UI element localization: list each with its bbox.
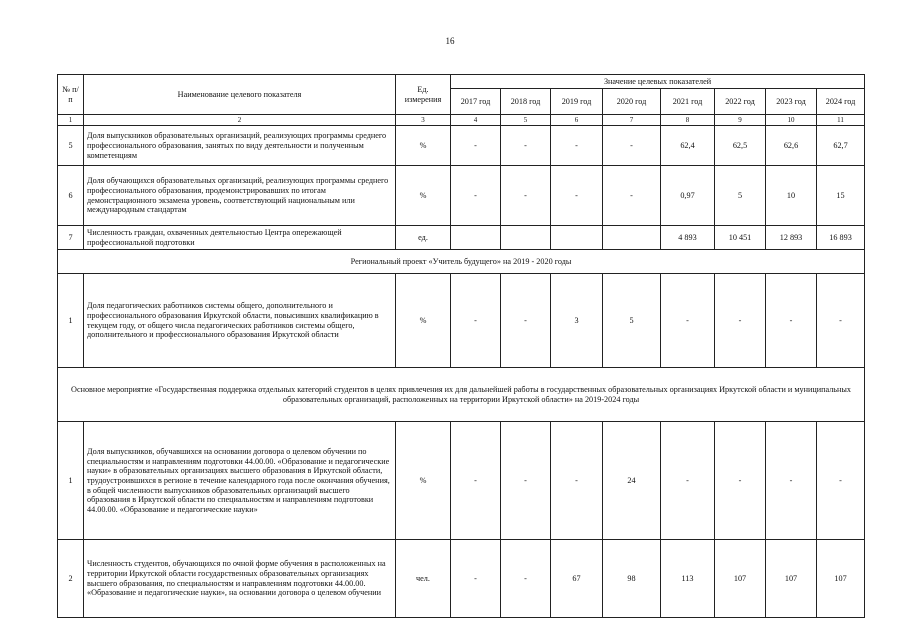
row-value: 15: [817, 166, 865, 226]
row-value: 113: [661, 540, 715, 618]
row-unit: ед.: [396, 226, 451, 250]
row-value: 5: [603, 274, 661, 368]
header-values-title: Значение целевых показателей: [451, 75, 865, 89]
row-value: -: [451, 166, 501, 226]
row-value: -: [603, 126, 661, 166]
row-value: -: [501, 274, 551, 368]
row-value: [451, 226, 501, 250]
row-value: 107: [715, 540, 766, 618]
header-year: 2017 год: [451, 89, 501, 115]
row-value: -: [551, 126, 603, 166]
row-value: -: [817, 274, 865, 368]
row-num: 7: [58, 226, 84, 250]
header-row-top: [58, 75, 865, 89]
section-row: [58, 250, 865, 274]
row-num: 2: [58, 540, 84, 618]
column-index: 9: [715, 115, 766, 126]
column-index: 11: [817, 115, 865, 126]
table-row: [58, 540, 865, 618]
row-value: [501, 226, 551, 250]
column-index: 5: [501, 115, 551, 126]
row-value: -: [715, 422, 766, 540]
row-value: 62,4: [661, 126, 715, 166]
row-value: 10: [766, 166, 817, 226]
row-value: -: [715, 274, 766, 368]
row-value: 98: [603, 540, 661, 618]
header-year: 2023 год: [766, 89, 817, 115]
row-value: -: [501, 166, 551, 226]
row-name: Доля педагогических работников системы общего, дополнительного и профессионального образования Иркутской области, повысивших квалификацию в текущем году, от общего числа педагогических работников системы общего, дополнительного и профессионального образования Иркутской области: [84, 274, 396, 368]
row-value: -: [603, 166, 661, 226]
header-year: 2019 год: [551, 89, 603, 115]
row-value: -: [817, 422, 865, 540]
row-value: -: [551, 166, 603, 226]
row-value: 62,7: [817, 126, 865, 166]
row-unit: %: [396, 126, 451, 166]
row-num: 5: [58, 126, 84, 166]
row-value: 16 893: [817, 226, 865, 250]
table-row: [58, 226, 865, 250]
row-value: -: [501, 422, 551, 540]
header-name: Наименование целевого показателя: [84, 75, 396, 115]
row-value: 24: [603, 422, 661, 540]
row-value: 62,6: [766, 126, 817, 166]
row-num: 6: [58, 166, 84, 226]
row-name: Доля выпускников, обучавшихся на основании договора о целевом обучении по специальностям и направлениям подготовки 44.00.00. «Образование и педагогические науки» в образовательных организациях высшего образования в Иркутской области, трудоустроившихся в регионе в течение календарного года после окончания обучения, в общей численности выпускников образовательных организаций высшего образования в Иркутской области по специальностям и направлениям подготовки 44.00.00. «Образование и педагогические науки»: [84, 422, 396, 540]
column-index: 8: [661, 115, 715, 126]
row-name: Доля обучающихся образовательных организаций, реализующих программы среднего профессионального образования, продемонстрировавших по итогам демонстрационного экзамена уровень, соответствующий национальным или международным стандартам: [84, 166, 396, 226]
column-index-row: [58, 115, 865, 126]
table-row: [58, 422, 865, 540]
column-index: 4: [451, 115, 501, 126]
header-year: 2020 год: [603, 89, 661, 115]
row-value: 0,97: [661, 166, 715, 226]
column-index: 7: [603, 115, 661, 126]
target-indicators-table: [57, 74, 865, 618]
row-value: -: [451, 540, 501, 618]
page-number: 16: [445, 36, 455, 46]
row-value: 4 893: [661, 226, 715, 250]
row-value: [603, 226, 661, 250]
row-value: -: [661, 422, 715, 540]
row-value: 5: [715, 166, 766, 226]
section-title: Основное мероприятие «Государственная поддержка отдельных категорий студентов в целях привлечения их для дальнейшей работы в государственных образовательных организациях Иркутской области и муниципальных образовательных организаций, расположенных на территории Иркутской области» на 2019-2024 годы: [58, 368, 865, 422]
row-value: 62,5: [715, 126, 766, 166]
row-name: Численность студентов, обучающихся по очной форме обучения в расположенных на территории Иркутской области государственных образовательных организациях высшего образования, по специальностям и направлениям подготовки 44.00.00. «Образование и педагогические науки», на основании договора о целевом обучении: [84, 540, 396, 618]
column-index: 1: [58, 115, 84, 126]
row-unit: %: [396, 422, 451, 540]
row-value: 10 451: [715, 226, 766, 250]
row-num: 1: [58, 422, 84, 540]
row-name: Численность граждан, охваченных деятельностью Центра опережающей профессиональной подготовки: [84, 226, 396, 250]
header-num: № п/п: [58, 75, 84, 115]
header-year: 2018 год: [501, 89, 551, 115]
row-value: 107: [817, 540, 865, 618]
header-unit: Ед. измерения: [396, 75, 451, 115]
row-value: -: [501, 540, 551, 618]
row-value: 3: [551, 274, 603, 368]
row-value: -: [451, 126, 501, 166]
row-name: Доля выпускников образовательных организаций, реализующих программы среднего профессионального образования, занятых по виду деятельности и полученным компетенциям: [84, 126, 396, 166]
column-index: 3: [396, 115, 451, 126]
row-value: [551, 226, 603, 250]
row-value: -: [766, 274, 817, 368]
header-year: 2021 год: [661, 89, 715, 115]
row-value: -: [451, 422, 501, 540]
column-index: 6: [551, 115, 603, 126]
table-row: [58, 166, 865, 226]
row-value: -: [766, 422, 817, 540]
section-title: Региональный проект «Учитель будущего» на 2019 - 2020 годы: [58, 250, 865, 274]
row-unit: %: [396, 274, 451, 368]
row-value: -: [661, 274, 715, 368]
row-value: 12 893: [766, 226, 817, 250]
section-row: [58, 368, 865, 422]
column-index: 10: [766, 115, 817, 126]
row-value: -: [451, 274, 501, 368]
row-value: 107: [766, 540, 817, 618]
row-value: 67: [551, 540, 603, 618]
row-value: -: [551, 422, 603, 540]
row-num: 1: [58, 274, 84, 368]
row-unit: %: [396, 166, 451, 226]
header-year: 2024 год: [817, 89, 865, 115]
column-index: 2: [84, 115, 396, 126]
row-value: -: [501, 126, 551, 166]
row-unit: чел.: [396, 540, 451, 618]
table-row: [58, 274, 865, 368]
header-year: 2022 год: [715, 89, 766, 115]
table-row: [58, 126, 865, 166]
